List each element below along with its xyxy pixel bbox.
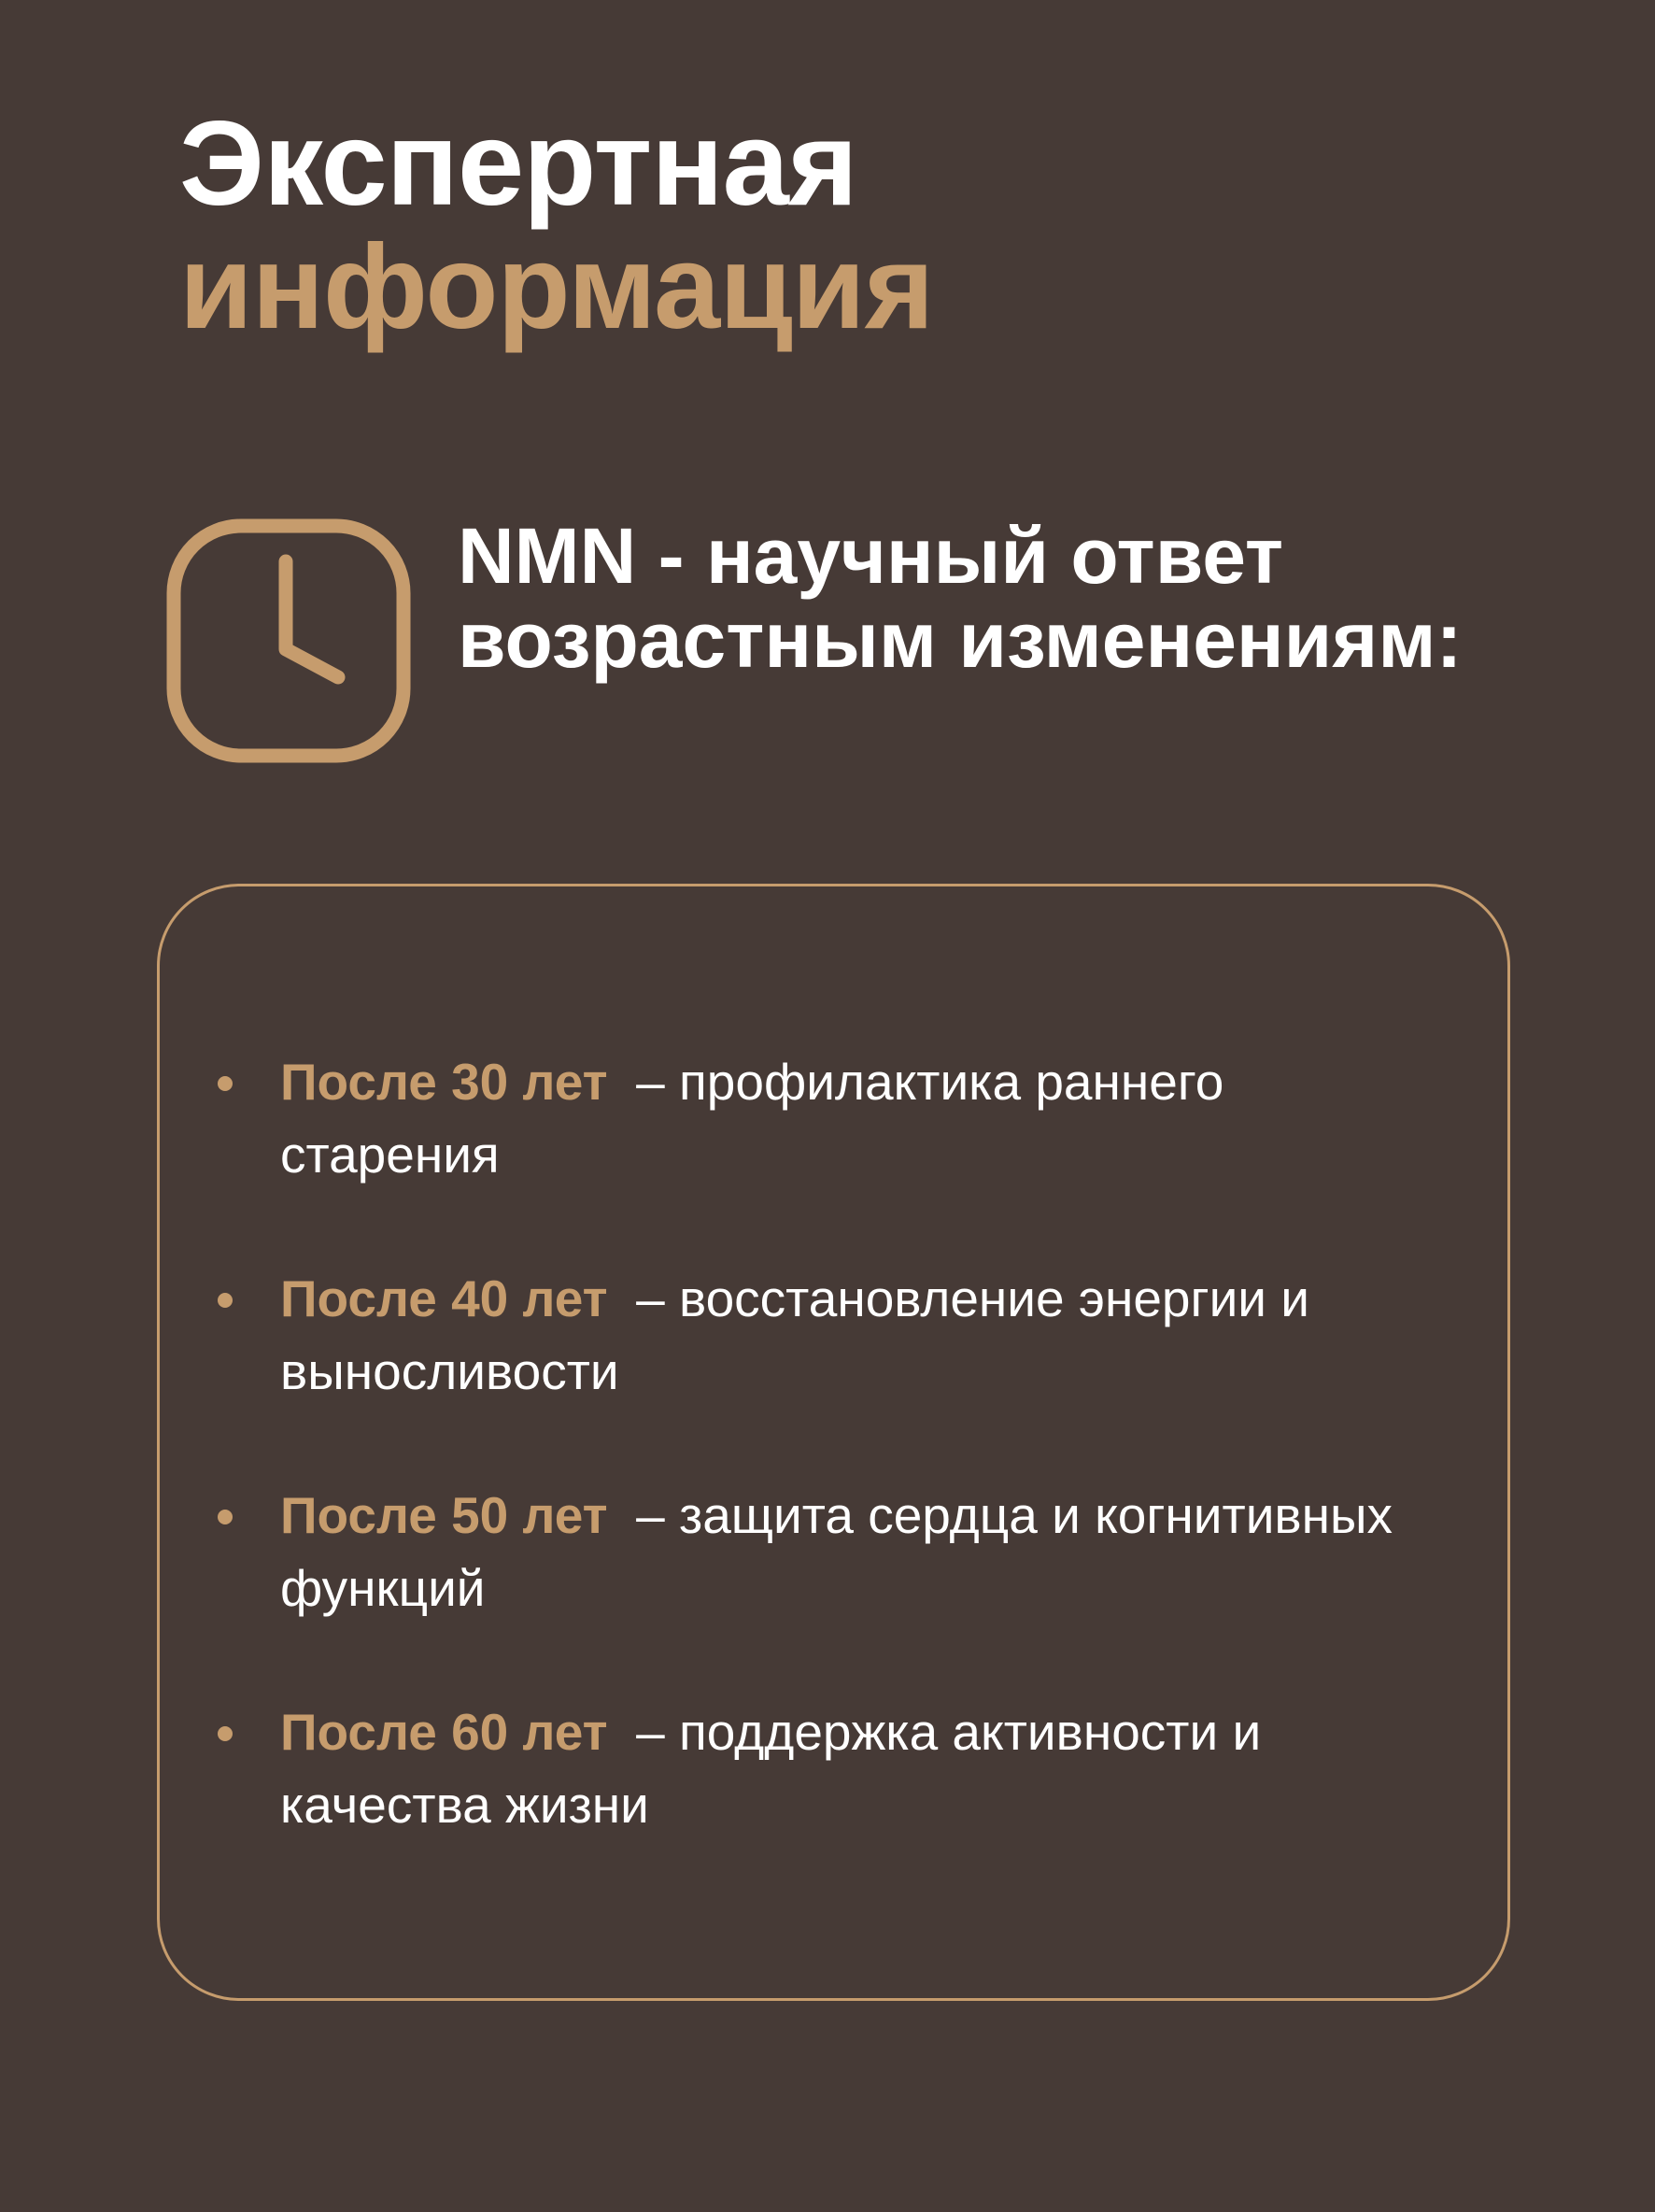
title-line-2: информация xyxy=(179,220,934,354)
benefit-text: – поддержка активности и качества жизни xyxy=(280,1703,1262,1834)
list-item xyxy=(160,1695,1507,1841)
bullet-dot xyxy=(218,1510,233,1524)
bullet-dot xyxy=(218,1076,233,1091)
subtitle: NMN - научный ответ возрастным изменениям: xyxy=(458,512,1463,684)
clock-icon xyxy=(166,518,411,763)
age-label: После 40 лет xyxy=(280,1269,608,1327)
age-benefits-card xyxy=(157,884,1510,2001)
page-title xyxy=(179,97,934,354)
age-benefits-list xyxy=(160,1045,1507,1912)
list-item xyxy=(160,1262,1507,1408)
clock-hands xyxy=(286,561,338,677)
age-label: После 50 лет xyxy=(280,1486,608,1544)
age-label: После 30 лет xyxy=(280,1053,608,1111)
list-item xyxy=(160,1045,1507,1191)
age-label: После 60 лет xyxy=(280,1703,608,1761)
bullet-dot xyxy=(218,1293,233,1308)
list-item xyxy=(160,1479,1507,1624)
title-line-1: Экспертная xyxy=(179,97,857,231)
benefit-text: – защита сердца и когнитивных функций xyxy=(280,1486,1393,1617)
benefit-text: – профилактика раннего старения xyxy=(280,1053,1224,1184)
benefit-text: – восстановление энергии и выносливости xyxy=(280,1269,1310,1400)
bullet-dot xyxy=(218,1726,233,1741)
